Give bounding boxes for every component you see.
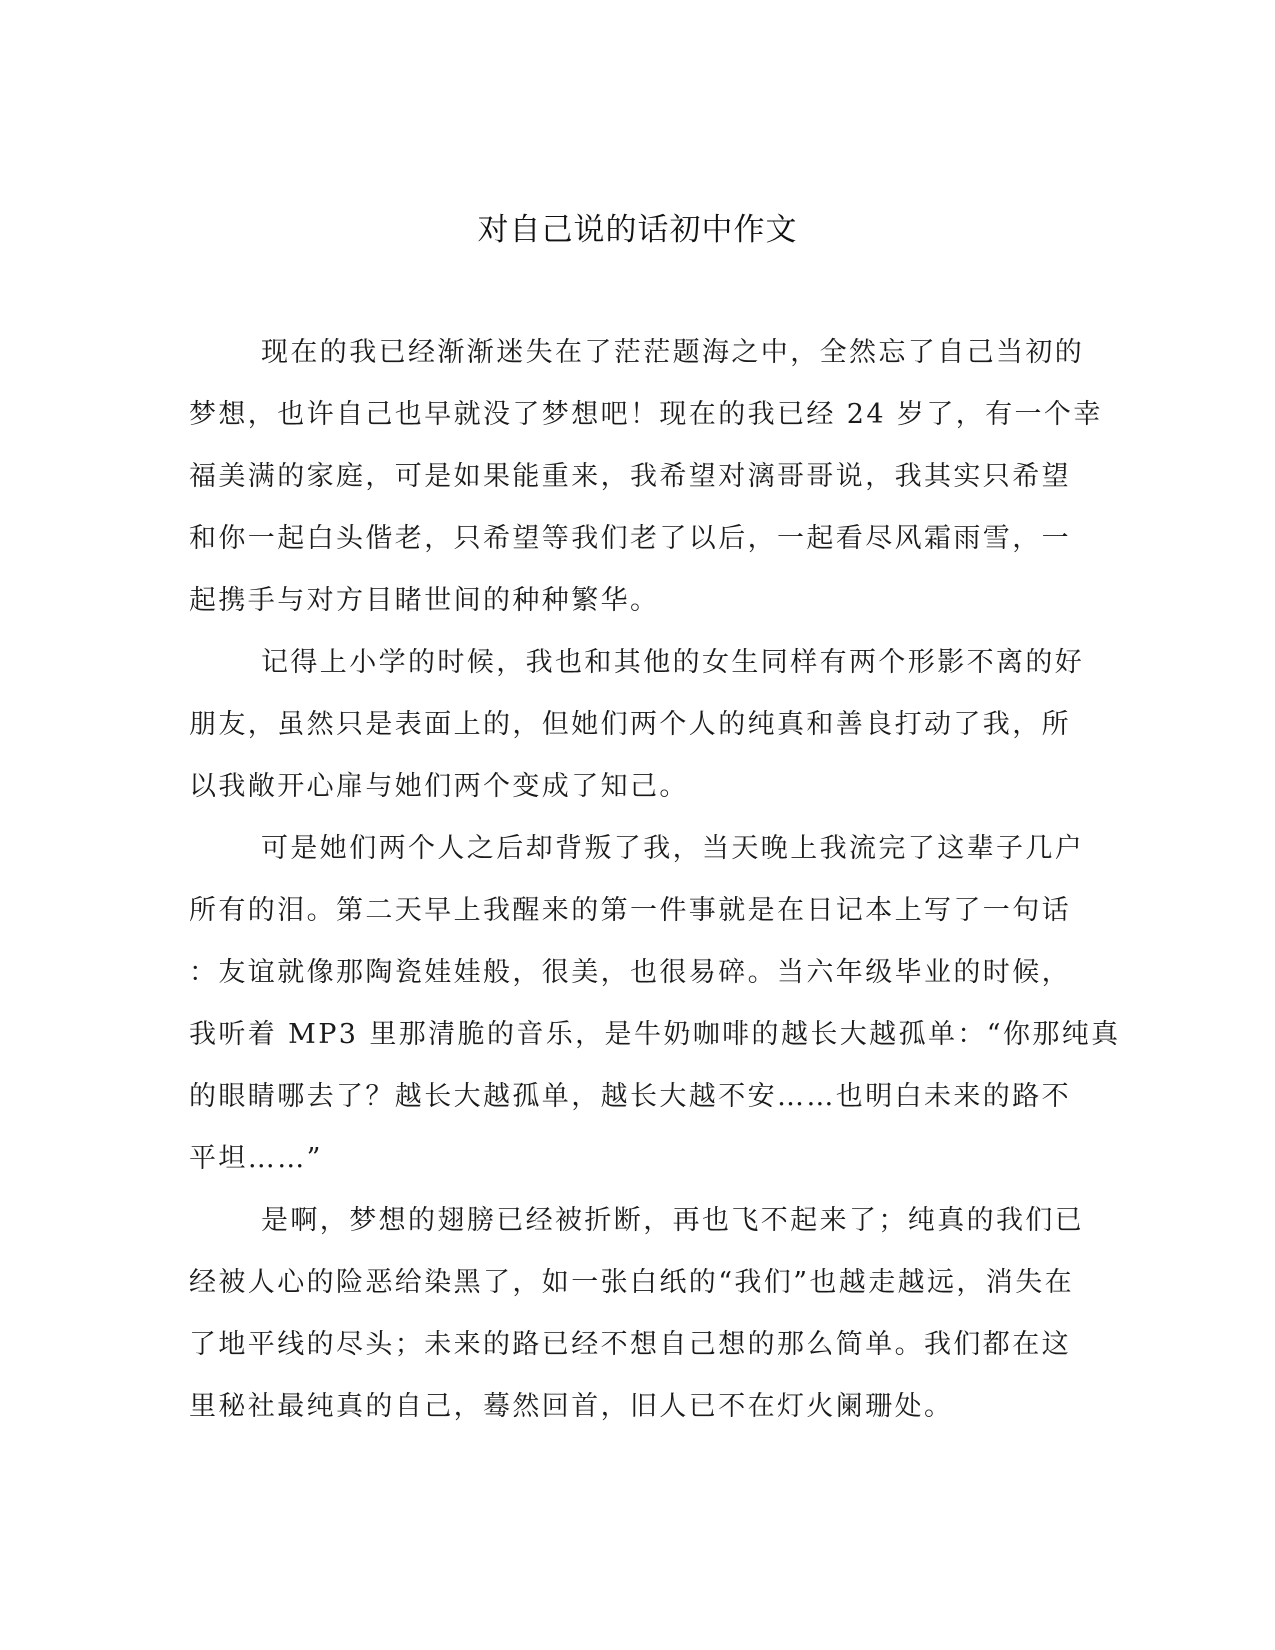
- text-line: 以我敞开心扉与她们两个变成了知己。: [189, 771, 689, 802]
- paragraph-1: [189, 322, 1103, 632]
- text-line: 我听着 MP3 里那清脆的音乐，是牛奶咖啡的越长大越孤单：“你那纯真: [189, 1019, 1121, 1050]
- text-line: ：友谊就像那陶瓷娃娃般，很美，也很易碎。当六年级毕业的时候，: [189, 957, 1071, 988]
- paragraph-3: [189, 818, 1121, 1190]
- text-line: 起携手与对方目睹世间的种种繁华。: [189, 585, 660, 616]
- document-title: 对自己说的话初中作文: [477, 212, 798, 248]
- text-line: 是啊，梦想的翅膀已经被折断，再也飞不起来了；纯真的我们已: [261, 1205, 1085, 1236]
- text-line: 所有的泪。第二天早上我醒来的第一件事就是在日记本上写了一句话: [189, 895, 1071, 926]
- text-line: 的眼睛哪去了？越长大越孤单，越长大越不安……也明白未来的路不: [189, 1081, 1071, 1112]
- text-line: 福美满的家庭，可是如果能重来，我希望对漓哥哥说，我其实只希望: [189, 461, 1071, 492]
- text-line: 和你一起白头偕老，只希望等我们老了以后，一起看尽风霜雨雪，一: [189, 523, 1071, 554]
- text-line: 朋友，虽然只是表面上的，但她们两个人的纯真和善良打动了我，所: [189, 709, 1071, 740]
- text-line: 平坦……”: [189, 1143, 323, 1174]
- text-line: 现在的我已经渐渐迷失在了茫茫题海之中，全然忘了自己当初的: [261, 337, 1085, 368]
- text-line: 可是她们两个人之后却背叛了我，当天晚上我流完了这辈子几户: [261, 833, 1085, 864]
- document-body: [189, 322, 1121, 1438]
- text-line: 了地平线的尽头；未来的路已经不想自己想的那么简单。我们都在这: [189, 1329, 1071, 1360]
- text-line: 里秘社最纯真的自己，蓦然回首，旧人已不在灯火阑珊处。: [189, 1391, 954, 1422]
- paragraph-4: [189, 1190, 1089, 1438]
- paragraph-2: [189, 632, 1089, 818]
- text-line: 记得上小学的时候，我也和其他的女生同样有两个形影不离的好: [261, 647, 1085, 678]
- text-line: 梦想，也许自己也早就没了梦想吧！现在的我已经 24 岁了，有一个幸: [189, 399, 1103, 430]
- text-line: 经被人心的险恶给染黑了，如一张白纸的“我们”也越走越远，消失在: [189, 1267, 1075, 1298]
